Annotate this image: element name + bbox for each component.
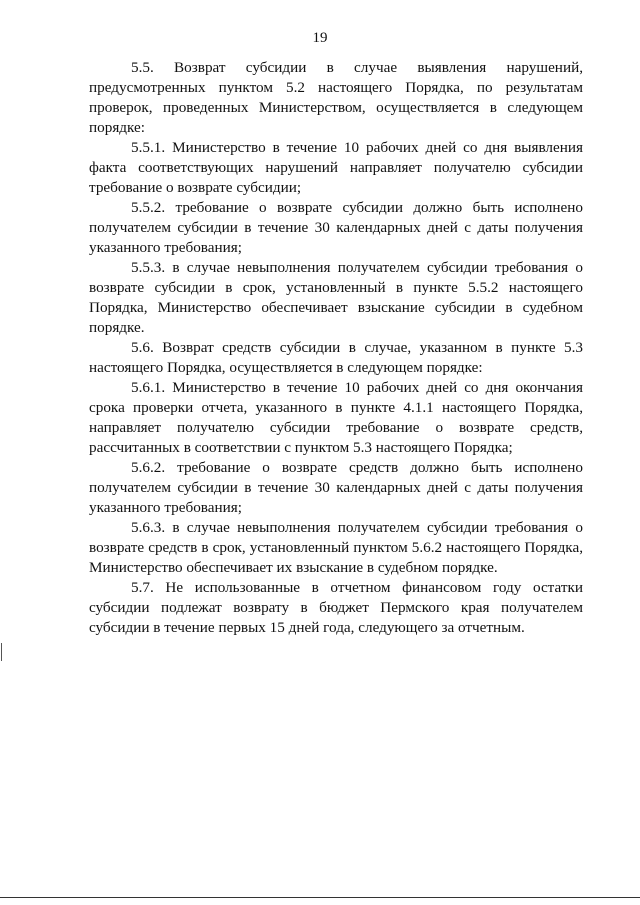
paragraph-5-5-2: 5.5.2. требование о возврате субсидии должно быть исполнено получателем субсидии в течение 30 календарных дней с даты получения указанного требования; [89, 199, 583, 256]
paragraph-5-5-3: 5.5.3. в случае невыполнения получателем субсидии требования о возврате субсидии в срок, установленный в пункте 5.5.2 настоящего Порядка, Министерство обеспечивает взыскание субсидии в судебном порядке. [89, 259, 583, 336]
scan-edge-mark [1, 643, 2, 661]
paragraph-5-6-3: 5.6.3. в случае невыполнения получателем субсидии требования о возврате средств в срок, установленный пунктом 5.6.2 настоящего Порядка, Министерство обеспечивает их взыскание в судебном порядке. [89, 519, 583, 576]
document-body [89, 58, 583, 638]
paragraph-5-7: 5.7. Не использованные в отчетном финансовом году остатки субсидии подлежат возврату в бюджет Пермского края получателем субсидии в течение первых 15 дней года, следующего за отчетным. [89, 579, 583, 636]
paragraph-5-5: 5.5. Возврат субсидии в случае выявления нарушений, предусмотренных пунктом 5.2 настоящего Порядка, по результатам проверок, проведенных Министерством, осуществляется в следующем порядке: [89, 59, 583, 136]
paragraph-5-6: 5.6. Возврат средств субсидии в случае, указанном в пункте 5.3 настоящего Порядка, осуществляется в следующем порядке: [89, 339, 583, 376]
scan-bottom-edge [0, 897, 640, 898]
paragraph-5-5-1: 5.5.1. Министерство в течение 10 рабочих дней со дня выявления факта соответствующих нарушений направляет получателю субсидии требование о возврате субсидии; [89, 139, 583, 196]
page-number: 19 [312, 30, 328, 46]
paragraph-5-6-2: 5.6.2. требование о возврате средств должно быть исполнено получателем субсидии в течение 30 календарных дней с даты получения указанного требования; [89, 459, 583, 516]
paragraph-5-6-1: 5.6.1. Министерство в течение 10 рабочих дней со дня окончания срока проверки отчета, указанного в пункте 4.1.1 настоящего Порядка, направляет получателю субсидии требование о возврате средств, рассчитанных в соответствии с пунктом 5.3 настоящего Порядка; [89, 379, 583, 456]
